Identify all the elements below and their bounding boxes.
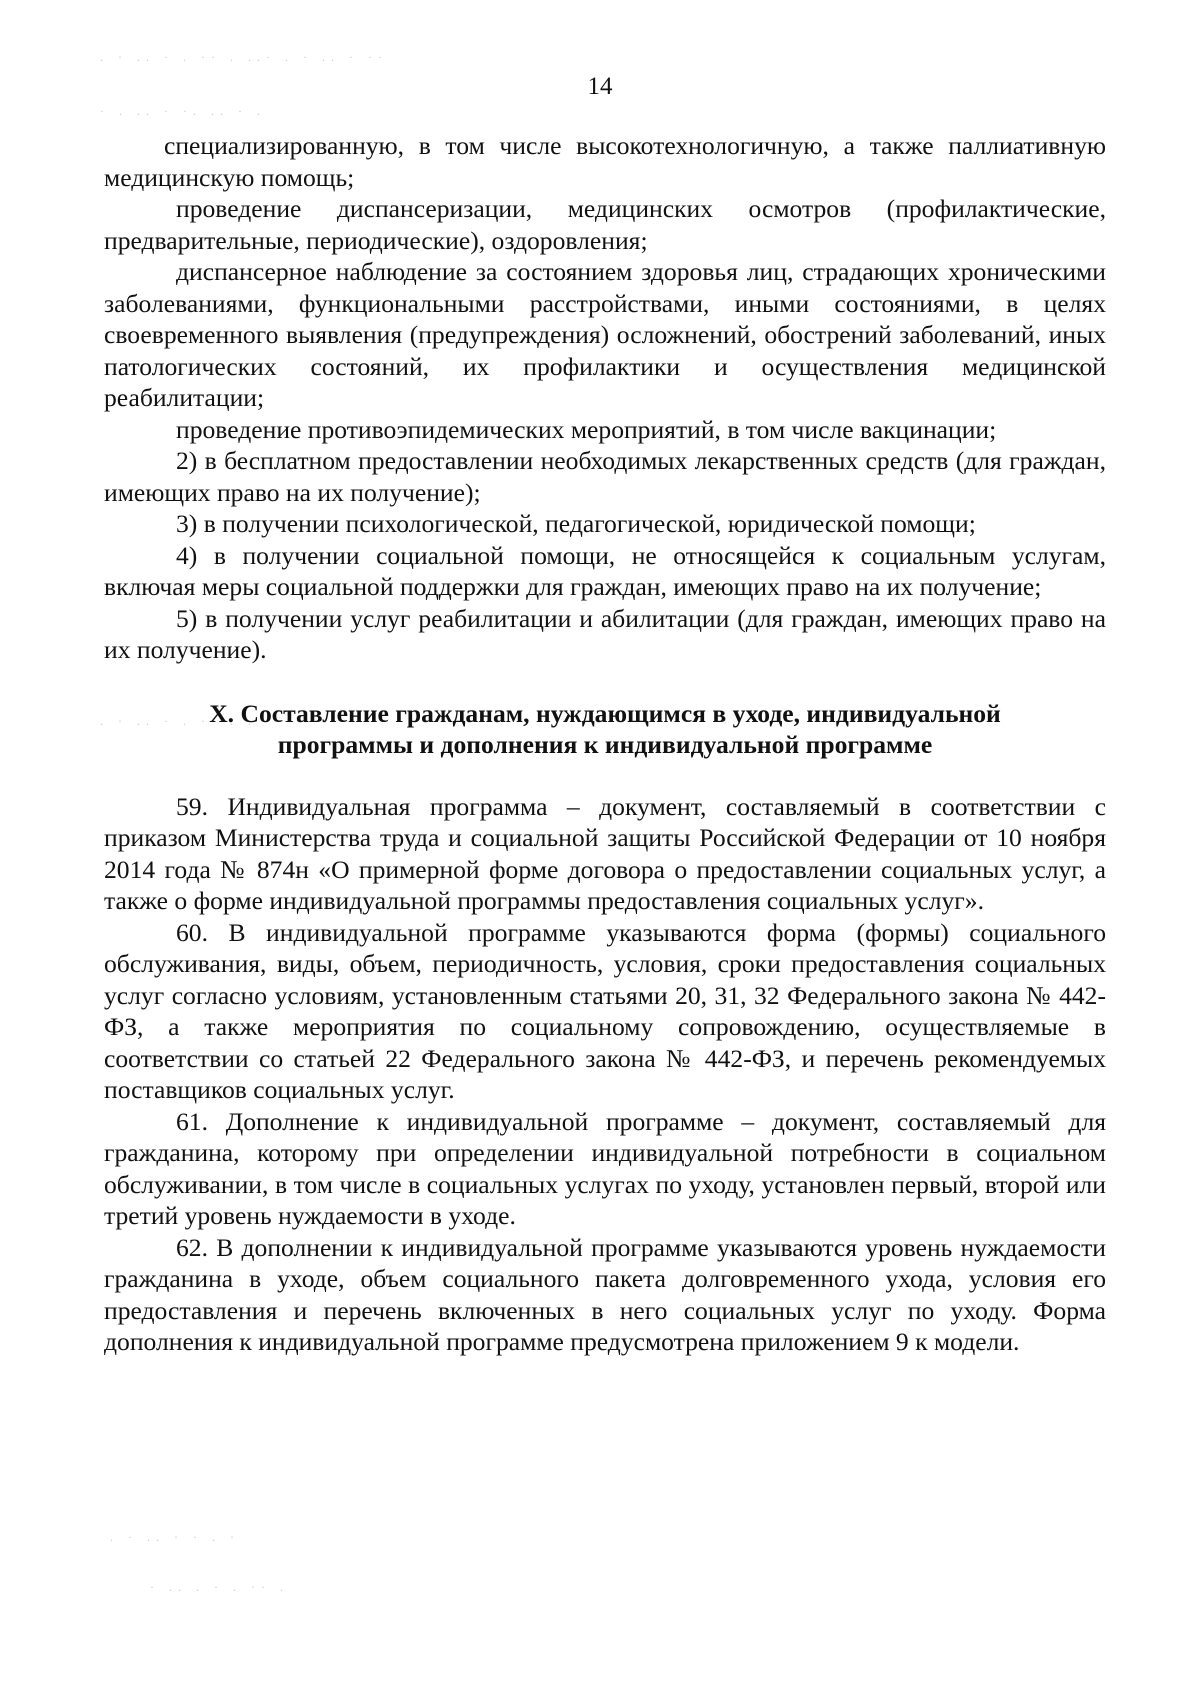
list-item: 5) в получении услуг реабилитации и абилитации (для граждан, имеющих право на их получение). <box>104 603 1106 664</box>
list-item: 3) в получении психологической, педагогической, юридической помощи; <box>176 509 976 538</box>
document-body <box>104 130 1106 1358</box>
scan-noise: . · .. · . ·· . ..· . · .. · ·· <box>100 50 388 64</box>
numbered-paragraph: 60. В индивидуальной программе указываются форма (формы) социального обслуживания, виды, объем, периодичность, условия, сроки предоставления социальных услуг согласно условиям, установленным статьями 20, 31, 32 Федерального закона № 442-ФЗ, а также мероприятия по социальному сопровождению, осуществляемые в соответствии со статьей 22 Федерального закона № 442-ФЗ, и перечень рекомендуемых поставщиков социальных услуг. <box>104 917 1106 1104</box>
list-item: 4) в получении социальной помощи, не относящейся к социальным услугам, включая меры социальной поддержки для граждан, имеющих право на их получение; <box>104 540 1106 601</box>
paragraph: специализированную, в том числе высокотехнологичную, а также паллиативную медицинскую помощь; <box>104 131 1106 192</box>
spacer <box>104 666 1106 698</box>
scan-noise: · . .. · ·. .. · . <box>100 104 266 118</box>
scan-noise: . · .. · · . · <box>110 1530 240 1544</box>
scan-noise: · .. . · . ·· . <box>150 1580 289 1594</box>
section-title: X. Составление гражданам, нуждающимся в уходе, индивидуальной программы и дополнения к индивидуальной программе <box>209 698 1001 759</box>
paragraph: проведение противоэпидемических мероприятий, в том числе вакцинации; <box>176 414 997 444</box>
numbered-paragraph: 59. Индивидуальная программа – документ, составляемый в соответствии с приказом Министерства труда и социальной защиты Российской Федерации от 10 ноября 2014 года № 874н «О примерной форме договора о предоставлении социальных услуг, а также о форме индивидуальной программы предоставления социальных услуг». <box>104 791 1106 915</box>
spacer <box>104 761 1106 791</box>
page-number: 14 <box>587 73 613 100</box>
paragraph: проведение диспансеризации, медицинских осмотров (профилактические, предварительные, периодические), оздоровления; <box>104 194 1106 255</box>
paragraph: диспансерное наблюдение за состоянием здоровья лиц, страдающих хроническими заболеваниями, функциональными расстройствами, иными состояниями, в целях своевременного выявления (предупреждения) осложнений, обострений заболеваний, иных патологических состояний, их профилактики и осуществления медицинской реабилитации; <box>104 257 1106 412</box>
scan-noise: . · .. · . ·· . . <box>100 714 257 728</box>
numbered-paragraph: 61. Дополнение к индивидуальной программе – документ, составляемый для гражданина, которому при определении индивидуальной потребности в социальном обслуживании, в том числе в социальных услугах по уходу, установлен первый, второй или третий уровень нуждаемости в уходе. <box>104 1106 1106 1230</box>
list-item: 2) в бесплатном предоставлении необходимых лекарственных средств (для граждан, имеющих право на их получение); <box>104 446 1106 507</box>
numbered-paragraph: 62. В дополнении к индивидуальной программе указываются уровень нуждаемости гражданина в уходе, объем социального пакета долговременного ухода, условия его предоставления и перечень включенных в него социальных услуг по уходу. Форма дополнения к индивидуальной программе предусмотрена приложением 9 к модели. <box>104 1232 1106 1356</box>
